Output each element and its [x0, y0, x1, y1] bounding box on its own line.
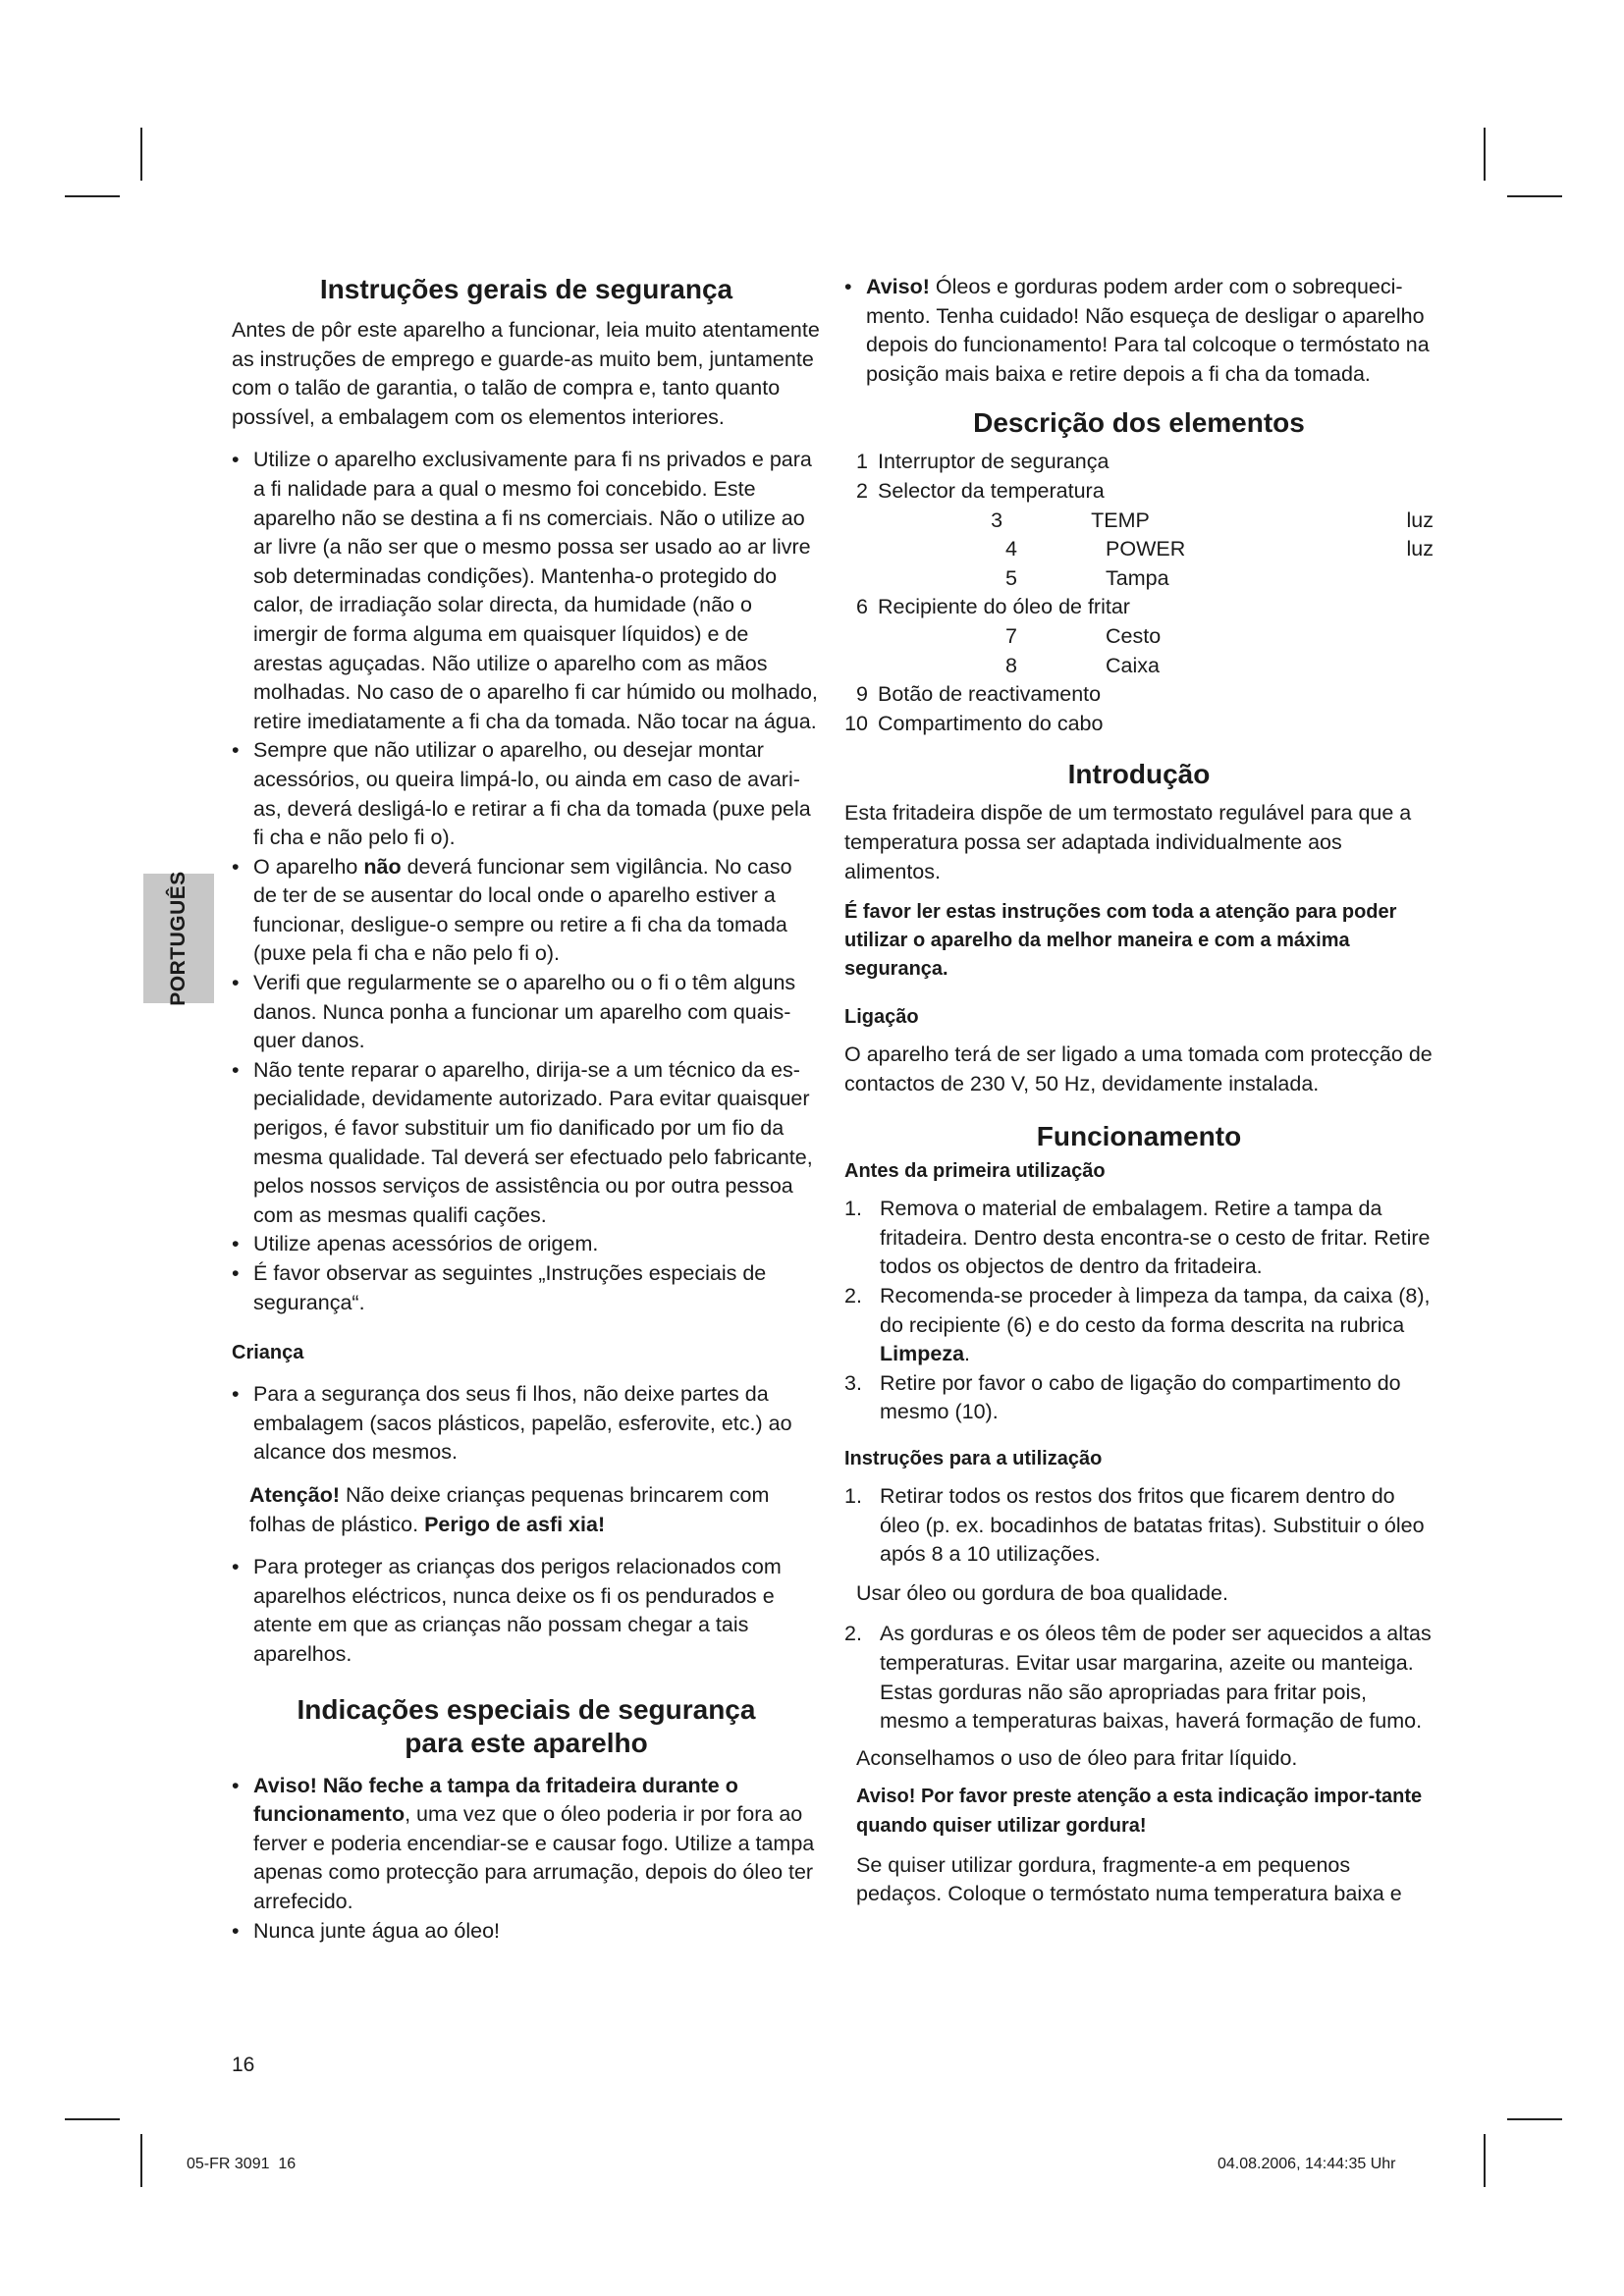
list-item: • Para a segurança dos seus fi lhos, não deixe partes da embalagem (sacos plásticos, papelão, esferovite, etc.) ao alcance dos mesmos. — [232, 1380, 821, 1468]
item-label: Botão de reactivamento — [878, 682, 1102, 707]
item-number: 1 — [856, 450, 868, 474]
item-label: Selector da temperatura — [878, 478, 1105, 503]
crop-mark — [1507, 195, 1562, 197]
emphasis: Atenção! — [249, 1482, 340, 1507]
list-item: • Não tente reparar o aparelho, dirija-se a um técnico da es-pecialidade, devidamente autorizado. Para evitar quaisquer perigos, é favor substituir um fio danificado por um fio da mesma qualidade. Tal deverá ser efectuado pelo fabricante, pelos nossos serviços de assistência ou por outra pessoa com as mesmas qualifi cações. — [232, 1056, 821, 1231]
list-item — [844, 1482, 1434, 1570]
crop-mark — [140, 128, 142, 181]
item-label: POWER — [1106, 537, 1186, 561]
crop-mark — [1507, 2118, 1562, 2120]
crop-mark — [140, 2134, 142, 2187]
emphasis: Perigo de asfi xia! — [424, 1512, 606, 1536]
text: Não deixe crianças pequenas brincarem com folhas de plástico. — [249, 1482, 770, 1536]
usage-last: Se quiser utilizar gordura, fragmente-a em pequenos pedaços. Coloque o termóstato numa temperatura baixa e — [856, 1852, 1402, 1906]
text: O aparelho — [253, 854, 358, 879]
item-number: 5 — [1005, 565, 1017, 590]
usage-note: Aconselhamos o uso de óleo para fritar líquido. — [856, 1745, 1298, 1770]
heading-introduction: Introdução — [1067, 759, 1211, 790]
item-extra — [1322, 622, 1434, 652]
list-item — [844, 710, 1434, 739]
item-label: Compartimento do cabo — [878, 711, 1104, 735]
item-label: Recipiente do óleo de fritar — [878, 595, 1130, 619]
item-number: 6 — [856, 595, 868, 619]
list-item — [232, 1772, 821, 1917]
item-number: 4 — [1005, 537, 1017, 561]
usage-warning: Aviso! Por favor preste atenção a esta indicação impor-tante quando quiser utilizar gordura! — [856, 1786, 1423, 1837]
heading-special — [232, 1693, 821, 1760]
item-text: As gorduras e os óleos têm de poder ser aquecidos a altas temperaturas. Evitar usar margarina, azeite ou manteiga. Estas gorduras não são apropriadas para fritar pois, mesmo a temperaturas baixas, haverá formação de fumo. — [880, 1622, 1432, 1734]
safety-intro: Antes de pôr este aparelho a funcionar, leia muito atentamente as instruções de emprego e guarde-as muito bem, juntamente com o talão de garantia, o talão de compra e, tanto quanto possível, a embalagem com os elementos interiores. — [232, 318, 820, 429]
list-item — [844, 1369, 1434, 1427]
list-item — [844, 652, 1434, 681]
item-number: 3. — [844, 1370, 862, 1395]
list-item — [844, 622, 1434, 652]
language-label: PORTUGUÊS — [167, 871, 189, 1006]
item-label: Cesto — [1106, 623, 1162, 648]
list-item — [844, 564, 1434, 594]
item-extra: luz — [1406, 507, 1434, 532]
item-number: 2. — [844, 1284, 862, 1308]
connection-text: O aparelho terá de ser ligado a uma tomada com protecção de contactos de 230 V, 50 Hz, devidamente instalada. — [844, 1042, 1433, 1095]
item-number: 7 — [1005, 623, 1017, 648]
item-number: 10 — [844, 711, 868, 735]
item-label: TEMP — [1091, 507, 1150, 532]
item-text: Recomenda-se proceder à limpeza da tampa, da caixa (8), do recipiente (6) e do cesto da forma descrita na rubrica — [880, 1284, 1431, 1337]
item-text: Retire por favor o cabo de ligação do compartimento do mesmo (10). — [880, 1370, 1401, 1424]
heading-first-use: Antes da primeira utilização — [844, 1160, 1106, 1183]
item-number: 8 — [1005, 653, 1017, 677]
item-extra — [1322, 652, 1434, 681]
heading-child: Criança — [232, 1342, 304, 1364]
intro-text: Esta fritadeira dispõe de um termostato regulável para que a temperatura possa ser adaptada individualmente aos alimentos. — [844, 801, 1412, 883]
heading-usage: Instruções para a utilização — [844, 1448, 1103, 1470]
item-label: Tampa — [1106, 565, 1169, 590]
heading-line: para este aparelho — [405, 1727, 648, 1758]
emphasis: Aviso! Não feche a tampa da fritadeira durante o funcionamento — [253, 1773, 738, 1827]
list-item — [844, 1282, 1434, 1369]
emphasis: Aviso! — [866, 275, 930, 298]
text: deverá funcionar sem vigilância. No caso de ter de se ausentar do local onde o aparelho estiver a funcionar, desligue-o sempre ou retire a fi cha da tomada (puxe pela fi cha e não pelo fi o). — [253, 854, 792, 966]
list-item — [844, 1620, 1434, 1735]
list-item: • Verifi que regularmente se o aparelho ou o fi o têm alguns danos. Nunca ponha a funcionar um aparelho com quais-quer danos. — [232, 969, 821, 1056]
footer-right: 04.08.2006, 14:44:35 Uhr — [1218, 2156, 1396, 2172]
list-item: • Utilize apenas acessórios de origem. — [232, 1230, 821, 1259]
item-number: 2. — [844, 1622, 862, 1646]
list-item: • Nunca junte água ao óleo! — [232, 1917, 821, 1947]
list-item — [844, 593, 1434, 622]
item-number: 3 — [991, 507, 1003, 532]
list-item: • Sempre que não utilizar o aparelho, ou desejar montar acessórios, ou queira limpá-lo, ou ainda em caso de avari-as, deverá desligá-lo e retirar a fi cha da tomada (puxe pela fi cha e não pelo fi o). — [232, 736, 821, 852]
list-item — [844, 507, 1434, 536]
item-number: 2 — [856, 478, 868, 503]
list-item — [844, 1195, 1434, 1282]
list-item — [844, 448, 1434, 477]
text: Óleos e gorduras podem arder com o sobrequeci-mento. Tenha cuidado! Não esqueça de desligar o aparelho depois do funcionamento! Para tal colcoque o termóstato na posição mais baixa e retire depois a fi cha da tomada. — [866, 275, 1430, 386]
elements-list — [844, 448, 1434, 738]
crop-mark — [65, 195, 120, 197]
safety-list — [232, 446, 821, 1317]
list-item: • Para proteger as crianças dos perigos relacionados com aparelhos eléctricos, nunca deixe os fi os pendurados e atente em que as crianças não possam chegar a tais aparelhos. — [232, 1553, 821, 1669]
heading-description: Descrição dos elementos — [973, 407, 1305, 439]
first-use-list — [844, 1195, 1434, 1427]
item-label: Interruptor de segurança — [878, 450, 1110, 474]
heading-connection: Ligação — [844, 1006, 919, 1029]
right-column — [844, 273, 1434, 1909]
heading-operation: Funcionamento — [1036, 1121, 1242, 1152]
language-side-tab — [143, 871, 214, 1006]
item-text-end: . — [964, 1342, 971, 1366]
list-item — [844, 535, 1434, 564]
crop-mark — [1484, 128, 1486, 181]
left-column — [232, 273, 821, 1946]
footer-left: 05-FR 3091 16 — [187, 2156, 297, 2172]
list-item — [232, 853, 821, 969]
list-item: • É favor observar as seguintes „Instruções especiais de segurança“. — [232, 1259, 821, 1317]
list-item — [844, 680, 1434, 710]
heading-line: Indicações especiais de segurança — [297, 1693, 756, 1725]
list-item — [844, 273, 1434, 389]
attention-note — [232, 1481, 821, 1539]
item-extra: luz — [1406, 537, 1434, 561]
usage-note: Usar óleo ou gordura de boa qualidade. — [856, 1580, 1228, 1605]
item-text: Remova o material de embalagem. Retire a tampa da fritadeira. Dentro desta encontra-se o cesto de fritar. Retire todos os objectos de dentro da fritadeira. — [880, 1197, 1431, 1279]
list-item: • Utilize o aparelho exclusivamente para fi ns privados e para a fi nalidade para a qual o mesmo foi concebido. Este aparelho não se destina a fi ns comerciais. Não o utilize ao ar livre (a não ser que o mesmo possa ser usado ao ar livre sob determinadas condições). Mantenha-o protegido do calor, de irradiação solar directa, da humidade (não o imergir de forma alguma em quaisquer líquidos) e de arestas aguçadas. Não utilize o aparelho com as mãos molhadas. No caso de o aparelho fi car húmido ou molhado, retire imediatamente a fi cha da tomada. Não tocar na água. — [232, 446, 821, 736]
item-number: 1. — [844, 1484, 862, 1509]
heading-safety: Instruções gerais de segurança — [319, 274, 733, 304]
item-label: Caixa — [1106, 653, 1160, 677]
item-text: Retirar todos os restos dos fritos que ficarem dentro do óleo (p. ex. bocadinhos de batatas fritas). Substituir o óleo após 8 a 10 utilizações. — [880, 1484, 1425, 1567]
item-number: 1. — [844, 1197, 862, 1221]
page-number: 16 — [232, 2054, 255, 2076]
emphasis: não — [363, 854, 402, 879]
crop-mark — [65, 2118, 120, 2120]
crop-mark — [1484, 2134, 1486, 2187]
list-item — [844, 477, 1434, 507]
intro-bold: É favor ler estas instruções com toda a atenção para poder utilizar o aparelho da melhor maneira e com a máxima segurança. — [844, 901, 1397, 981]
item-number: 9 — [856, 682, 868, 707]
emphasis: Limpeza — [880, 1342, 965, 1366]
text: , uma vez que o óleo poderia ir por fora ao ferver e poderia encendiar-se e causar fogo. Utilize a tampa apenas como protecção para arrumação, depois do óleo ter arrefecido. — [253, 1802, 815, 1913]
item-extra — [1322, 564, 1434, 594]
